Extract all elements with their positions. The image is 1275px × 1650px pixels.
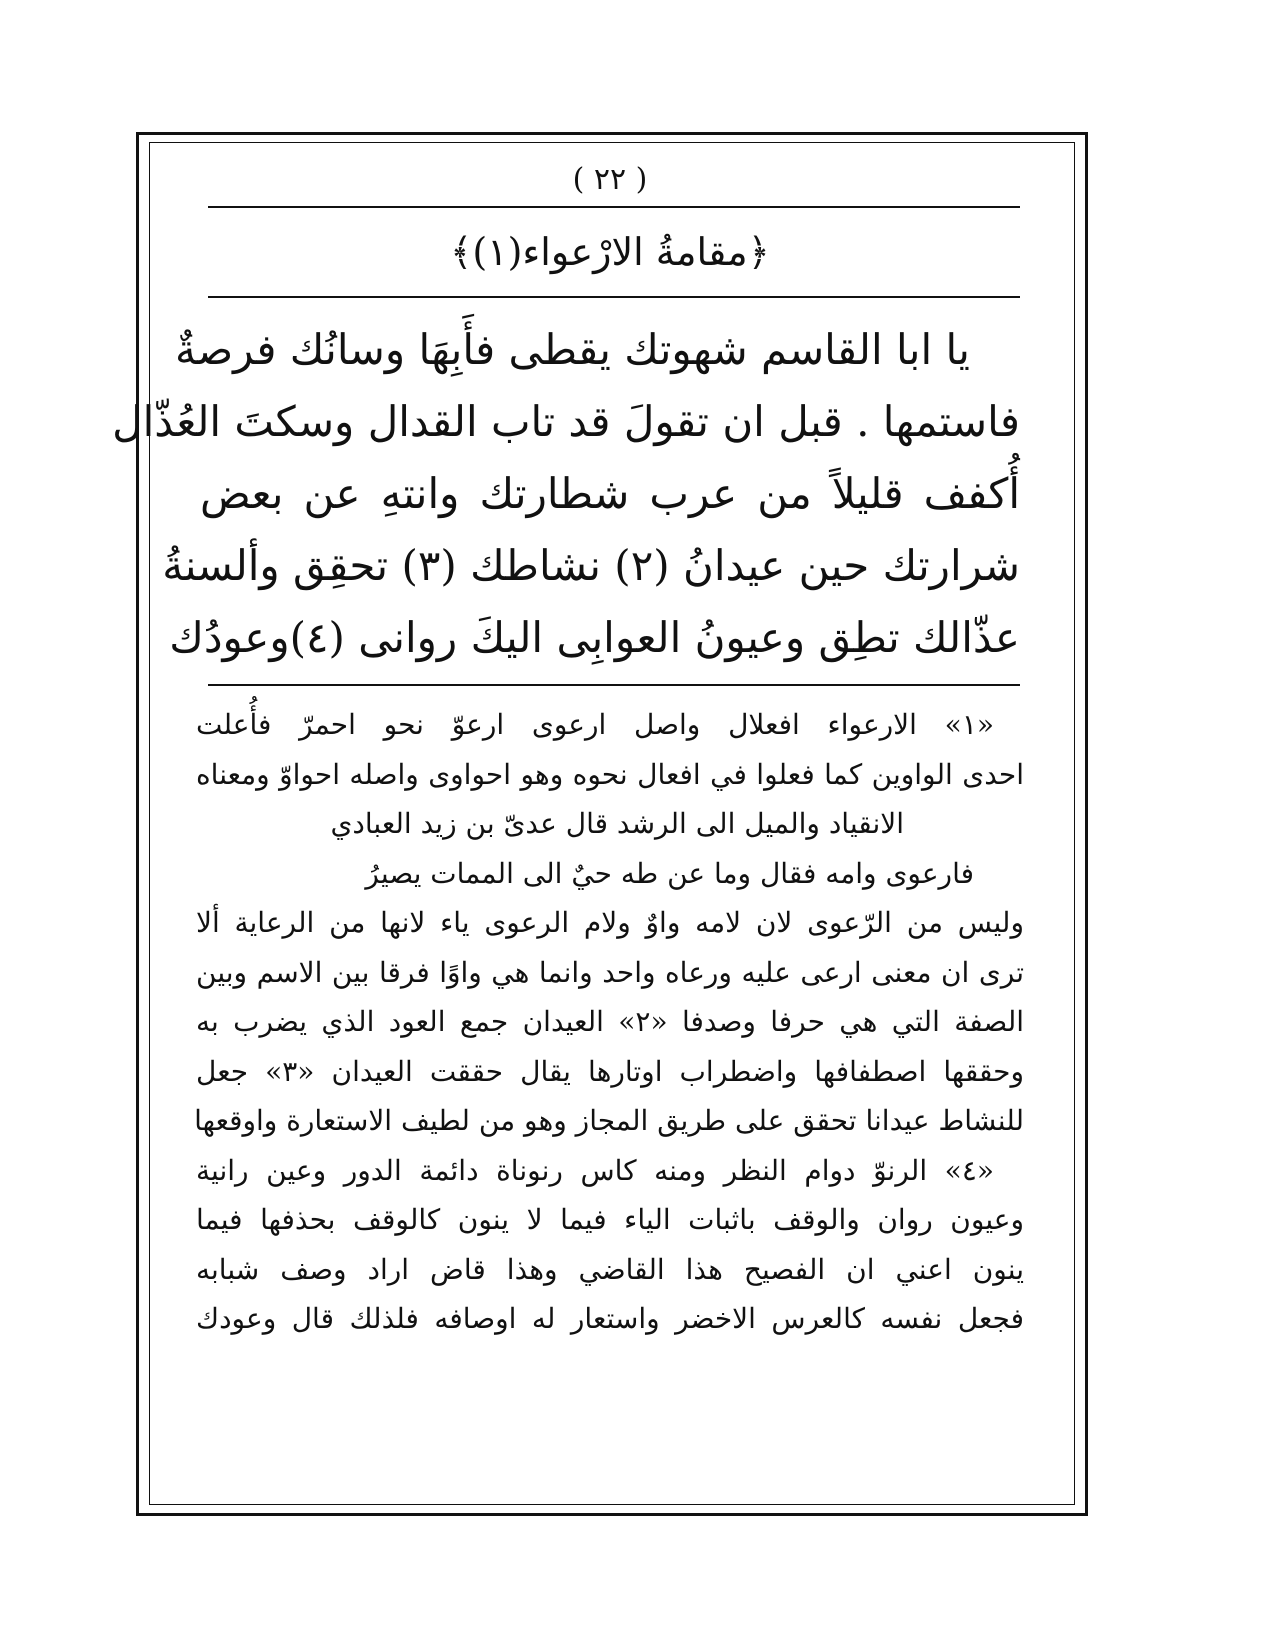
footnote-line: للنشاط عيدانا تحقق على طريق المجاز وهو من لطيف الاستعارة واوقعها (194, 1104, 1024, 1137)
footnote-line: «٤» الرنوّ دوام النظر ومنه كاس رنوناة دائمة الدور وعين رانية (196, 1153, 994, 1187)
footnote-line: احدى الواوين كما فعلوا في افعال نحوه وهو احواوى واصله احواوّ ومعناه (196, 757, 1024, 791)
footnotes (190, 686, 1030, 1344)
page-content (112, 150, 1030, 1344)
main-text-line: يا ابا القاسم شهوتك يقطى فأَبِهَا وسانُك فرصةٌ (175, 325, 970, 374)
footnote-line: فجعل نفسه كالعرس الاخضر واستعار له اوصافه فلذلك قال وعودك (196, 1302, 1024, 1335)
footnote-line: وليس من الرّعوى لان لامه واوٌ ولام الرعوى ياء لانها من الرعاية ألا (196, 906, 1024, 939)
footnote-line: الانقياد والميل الى الرشد قال عدىّ بن زيد العبادي (330, 807, 904, 840)
maqama-title: ﴿مقامةُ الارْعواء(١)﴾ (450, 230, 770, 274)
main-text-line: شرارتك حين عيدانُ (٢) نشاطك (٣) تحقِق وألسنةُ (162, 541, 1020, 590)
footnote-line: الصفة التي هي حرفا وصدفا «٢» العيدان جمع العود الذي يضرب به (196, 1005, 1024, 1038)
main-text-line: عذّالك تطِق وعيونُ العوابِى اليكَ روانى (٤)وعودُك (169, 613, 1020, 662)
main-text-line: فاستمها . قبل ان تقولَ قد تاب القدال وسكتَ العُذّال (112, 397, 1020, 446)
footnote-line: ينون اعني ان الفصيح هذا القاضي وهذا قاض اراد وصف شبابه (196, 1252, 1024, 1286)
footnote-line: «١» الارعواء افعلال واصل ارعوى ارعوّ نحو احمرّ فأُعلت (196, 708, 994, 741)
page-number: ( ٢٢ ) (572, 162, 648, 197)
footnote-line: فارعوى وامه فقال وما عن طه حيٌ الى الممات يصيرُ (365, 856, 974, 890)
main-text-line: أُكفف قليلاً من عرب شطارتك وانتهِ عن بعض (200, 469, 1020, 518)
main-text (112, 298, 1030, 684)
footnote-line: ترى ان معنى ارعى عليه ورعاه واحد وانما هي واوًا فرقا بين الاسم وبين (196, 955, 1024, 989)
footnote-line: وعيون روان والوقف باثبات الياء فيما لا ينون كالوقف بحذفها فيما (196, 1203, 1024, 1236)
footnote-line: وحققها اصطفافها واضطراب اوتارها يقال حققت العيدان «٣» جعل (196, 1054, 1024, 1088)
